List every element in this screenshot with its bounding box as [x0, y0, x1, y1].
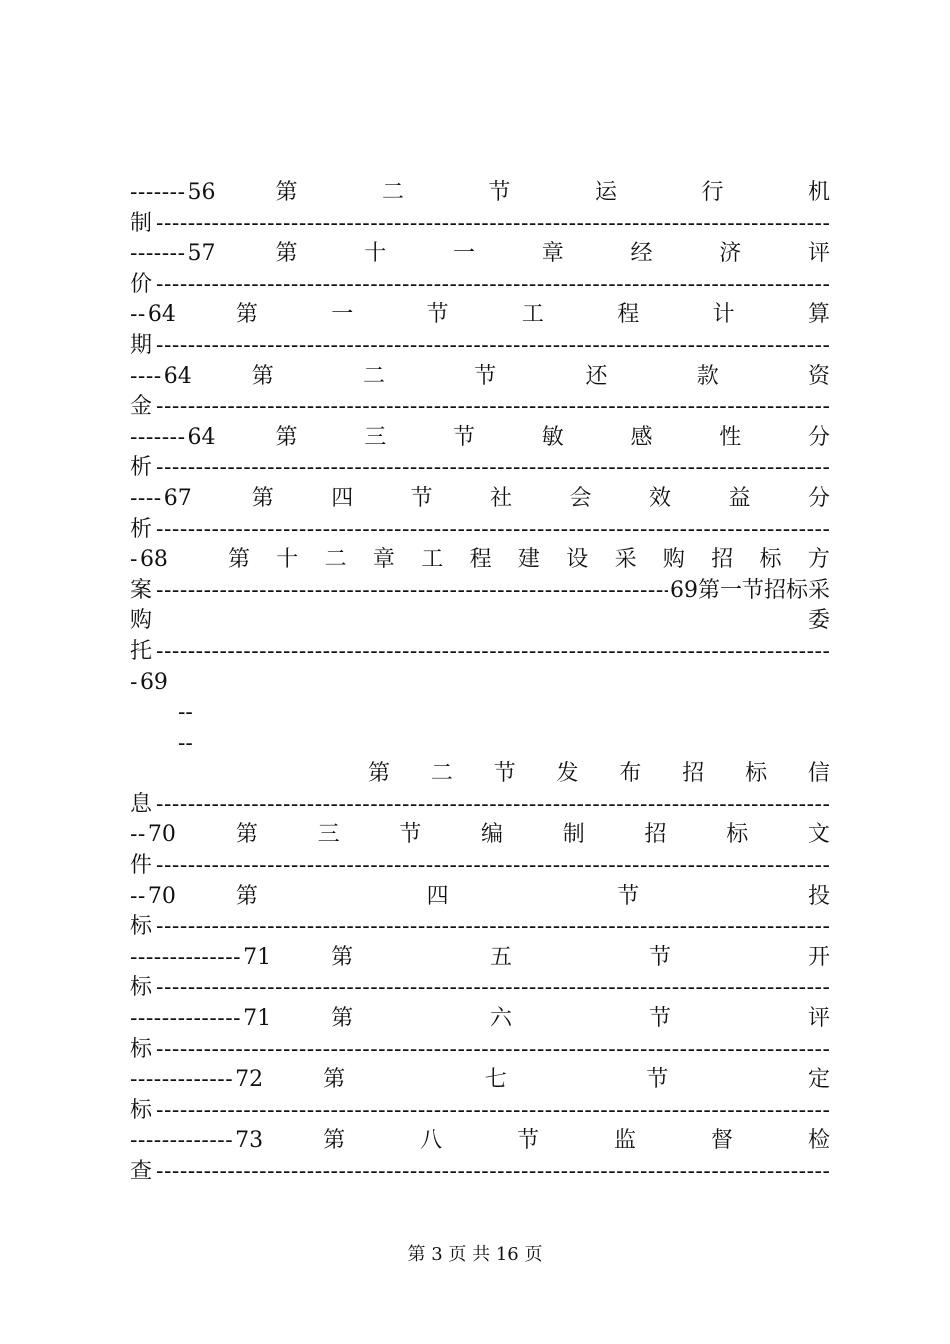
toc-word: 监: [614, 1128, 637, 1154]
toc-word: 一: [331, 302, 354, 328]
toc-title-char: 息: [130, 791, 153, 817]
toc-word: 资: [807, 363, 830, 389]
toc-title-line: [130, 209, 830, 240]
toc-word: 分: [807, 424, 830, 450]
toc-word: 节: [646, 1067, 669, 1093]
toc-heading-words: [236, 820, 830, 851]
toc-word: 还: [585, 363, 608, 389]
leader-dashes: -------: [130, 180, 186, 205]
toc-entry-line: [130, 943, 830, 974]
leader-dashes: ----: [130, 363, 162, 389]
leader-dashes: --------------: [130, 1006, 242, 1032]
toc-word: 设: [566, 547, 589, 573]
toc-word: 节: [649, 944, 672, 970]
toc-title-line: [130, 270, 830, 301]
toc-word: 第: [235, 822, 258, 848]
dash-fragment: --: [178, 730, 193, 756]
toc-word: 社: [490, 485, 513, 511]
toc-title-char: 查: [130, 1159, 153, 1184]
toc-heading-words: [276, 178, 830, 209]
page-number: 64: [187, 424, 216, 450]
page-number: 73: [235, 1128, 264, 1154]
leader-dashes: [156, 392, 830, 423]
leader-dashes: [156, 515, 830, 546]
toc-word: 十: [364, 241, 387, 267]
toc-word: 发: [556, 761, 579, 787]
toc-word: 投: [807, 883, 830, 909]
page-number: 64: [163, 363, 192, 389]
leader-dashes: [156, 1096, 830, 1127]
toc-title-char: 金: [130, 394, 153, 420]
dash-fragment: --: [178, 700, 193, 726]
toc-word: 四: [331, 485, 354, 511]
toc-word: 计: [712, 302, 735, 328]
toc-heading-words: [236, 882, 830, 913]
toc-heading-words: [323, 1126, 830, 1157]
toc-word: 标: [726, 822, 749, 848]
toc-word: 十: [276, 547, 299, 573]
toc-word: 二: [324, 547, 347, 573]
toc-word: 开: [807, 944, 830, 970]
toc-word: 益: [728, 485, 751, 511]
toc-title-line: [130, 331, 830, 362]
toc-entry-line: [130, 545, 830, 576]
toc-body: [130, 178, 830, 1188]
toc-title-char: 购: [130, 608, 153, 634]
toc-word: 行: [701, 180, 724, 205]
toc-heading-words: [228, 545, 830, 576]
toc-word: 二: [430, 761, 453, 787]
toc-word: 济: [719, 241, 742, 267]
toc-word: 第: [235, 302, 258, 328]
toc-wrap-line: [130, 606, 830, 637]
toc-word: 八: [420, 1128, 443, 1154]
toc-word: 四: [426, 883, 449, 909]
toc-word: 二: [362, 363, 385, 389]
leader-dashes: [156, 331, 830, 362]
toc-title-line: [130, 973, 830, 1004]
toc-entry-line: [130, 484, 830, 515]
toc-word: 第: [275, 241, 298, 267]
toc-word: 第: [331, 944, 354, 970]
toc-word: 工: [421, 547, 444, 573]
toc-word: 算: [807, 302, 830, 328]
toc-word: 节: [617, 883, 640, 909]
toc-heading-line: [130, 759, 830, 790]
toc-word: 采: [614, 547, 637, 573]
toc-word: 第: [251, 485, 274, 511]
leader-dashes: [156, 270, 830, 301]
toc-word: 第: [275, 180, 298, 205]
toc-word: 三: [317, 822, 340, 848]
page-number: 70: [147, 822, 176, 848]
toc-word: 第: [323, 1067, 346, 1093]
toc-word: 评: [807, 241, 830, 267]
toc-title-line: [130, 515, 830, 546]
leader-dashes: --: [130, 302, 146, 328]
toc-word: 检: [807, 1128, 830, 1154]
toc-next-entry: 第一节招标采: [697, 577, 830, 603]
leader-dashes: [156, 453, 830, 484]
leader-dashes: --------------: [130, 944, 242, 970]
toc-heading-words: [276, 423, 830, 454]
leader-dashes: --: [130, 822, 146, 848]
toc-word: 招: [644, 822, 667, 848]
toc-word: 第: [251, 363, 274, 389]
toc-word: 章: [541, 241, 564, 267]
toc-word: 方: [807, 547, 830, 573]
toc-word: 程: [469, 547, 492, 573]
page-number: 69: [139, 669, 168, 695]
toc-word: 敏: [541, 424, 564, 450]
toc-word: 第: [368, 761, 391, 787]
toc-title-line: [130, 851, 830, 882]
leader-dashes: -------: [130, 241, 186, 267]
toc-word: 文: [807, 822, 830, 848]
page-number: 69: [669, 577, 698, 603]
toc-word: 第: [323, 1128, 346, 1154]
toc-word: 节: [453, 424, 476, 450]
toc-heading-words: [252, 362, 830, 393]
leader-dashes: --: [130, 883, 146, 909]
toc-word: 节: [488, 180, 511, 205]
toc-word: 二: [382, 180, 405, 205]
page-number: 70: [147, 883, 176, 909]
toc-entry-line: [130, 300, 830, 331]
page-number: 67: [163, 485, 192, 511]
toc-word: 购: [662, 547, 685, 573]
toc-title-line: [130, 790, 830, 821]
toc-word: 信: [807, 761, 830, 787]
toc-title-char: 析: [130, 455, 153, 481]
toc-title-char: 价: [130, 271, 153, 297]
toc-title-line: [130, 453, 830, 484]
toc-word: 招: [711, 547, 734, 573]
leader-dashes: [156, 973, 830, 1004]
toc-heading-words: [331, 1004, 830, 1035]
toc-word: 评: [807, 1006, 830, 1032]
leader-dashes: [156, 1157, 830, 1188]
toc-title-line: [130, 912, 830, 943]
toc-title-char: 标: [130, 975, 153, 1001]
leader-dashes: [156, 912, 830, 943]
leader-dashes: -------------: [130, 1128, 234, 1154]
toc-word: 标: [745, 761, 768, 787]
toc-word: 标: [759, 547, 782, 573]
toc-entry-line: [130, 1004, 830, 1035]
toc-entry-line: [130, 178, 830, 209]
toc-word: 节: [474, 363, 497, 389]
toc-title-char: 件: [130, 853, 153, 879]
toc-title-char: 期: [130, 332, 153, 358]
toc-word: 会: [569, 485, 592, 511]
toc-word: 招: [682, 761, 705, 787]
toc-title-char: 标: [130, 914, 153, 940]
toc-entry-line: [130, 820, 830, 851]
toc-word: 节: [493, 761, 516, 787]
toc-heading-words: [368, 759, 830, 790]
toc-word: 感: [630, 424, 653, 450]
toc-word: 七: [484, 1067, 507, 1093]
toc-title-line: [130, 1096, 830, 1127]
toc-word: 章: [372, 547, 395, 573]
toc-entry-line: [130, 423, 830, 454]
toc-word: 机: [807, 180, 830, 205]
toc-entry-line: [130, 1065, 830, 1096]
toc-title-char: 标: [130, 1036, 153, 1062]
toc-title-line: [130, 392, 830, 423]
toc-title-char: 案: [130, 577, 153, 603]
leader-dashes: [156, 637, 830, 668]
toc-word: 程: [617, 302, 640, 328]
page-number: 71: [243, 944, 272, 970]
toc-title-char: 委: [807, 608, 830, 634]
leader-dashes: ----: [130, 485, 162, 511]
page-number: 57: [187, 241, 216, 267]
toc-entry-line: [130, 362, 830, 393]
toc-word: 工: [521, 302, 544, 328]
toc-word: 定: [807, 1067, 830, 1093]
toc-word: 六: [490, 1006, 513, 1032]
toc-word: 效: [649, 485, 672, 511]
toc-heading-words: [323, 1065, 830, 1096]
toc-word: 一: [453, 241, 476, 267]
toc-word: 节: [649, 1006, 672, 1032]
toc-word: 款: [696, 363, 719, 389]
toc-word: 督: [711, 1128, 734, 1154]
page-number: 64: [147, 302, 176, 328]
leader-dashes: -: [130, 547, 138, 573]
toc-title-char: 标: [130, 1097, 153, 1123]
page-footer: 第 3 页 共 16 页: [407, 1244, 543, 1265]
toc-word: 制: [562, 822, 585, 848]
toc-word: 三: [364, 424, 387, 450]
page-number: 68: [139, 547, 168, 573]
toc-heading-words: [252, 484, 830, 515]
toc-word: 经: [630, 241, 653, 267]
leader-dashes: -------------: [130, 1067, 234, 1093]
toc-title-line: [130, 576, 830, 607]
toc-word: 编: [481, 822, 504, 848]
toc-entry-line: [130, 239, 830, 270]
leader-dashes: [156, 790, 830, 821]
leader-dashes: [156, 1035, 830, 1066]
toc-entry-line: [130, 668, 830, 699]
toc-heading-words: [236, 300, 830, 331]
page-number: 56: [187, 180, 216, 205]
toc-word: 分: [807, 485, 830, 511]
toc-title-char: 托: [130, 638, 153, 664]
toc-word: 第: [275, 424, 298, 450]
leader-dashes: [156, 576, 668, 607]
toc-word: 节: [517, 1128, 540, 1154]
toc-word: 第: [235, 883, 258, 909]
leader-dashes: [156, 209, 830, 240]
leader-dashes: -: [130, 669, 138, 695]
toc-title-char: 析: [130, 516, 153, 542]
toc-word: 布: [619, 761, 642, 787]
toc-word: 运: [595, 180, 618, 205]
page-number: 71: [243, 1006, 272, 1032]
toc-title-line: [130, 1035, 830, 1066]
toc-word: 建: [517, 547, 540, 573]
toc-title-line: [130, 1157, 830, 1188]
toc-word: 节: [426, 302, 449, 328]
toc-entry-line: [130, 882, 830, 913]
toc-word: 五: [490, 944, 513, 970]
toc-heading-words: [276, 239, 830, 270]
toc-entry-line: [130, 1126, 830, 1157]
toc-title-line: [130, 637, 830, 668]
toc-title-char: 制: [130, 210, 153, 236]
toc-heading-words: [331, 943, 830, 974]
toc-word: 节: [410, 485, 433, 511]
page-number: 72: [235, 1067, 264, 1093]
leader-dashes: -------: [130, 424, 186, 450]
toc-word: 第: [227, 547, 250, 573]
toc-word: 节: [399, 822, 422, 848]
toc-word: 第: [331, 1006, 354, 1032]
leader-dashes: [156, 851, 830, 882]
toc-word: 性: [719, 424, 742, 450]
